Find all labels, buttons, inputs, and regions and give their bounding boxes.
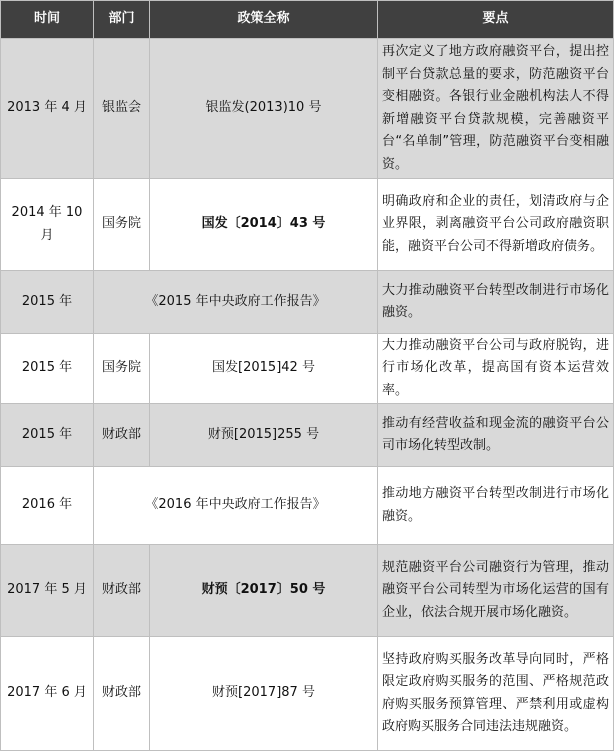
table-row (1, 334, 614, 404)
cell-policy: 《2016 年中央政府工作报告》 (94, 467, 378, 545)
cell-points: 推动地方融资平台转型改制进行市场化融资。 (378, 467, 614, 545)
cell-policy: 国发〔2014〕43 号 (150, 179, 378, 271)
header-dept: 部门 (94, 1, 150, 39)
cell-time: 2013 年 4 月 (1, 39, 94, 179)
cell-points: 再次定义了地方政府融资平台，提出控制平台贷款总量的要求，防范融资平台变相融资。各银行业金融机构法人不得新增融资平台贷款规模，完善融资平台“名单制”管理，防范融资平台变相融资。 (378, 39, 614, 179)
cell-time: 2015 年 (1, 271, 94, 334)
table-row (1, 404, 614, 467)
cell-policy: 财预[2015]255 号 (150, 404, 378, 467)
cell-dept: 财政部 (94, 637, 150, 751)
cell-points: 规范融资平台公司融资行为管理，推动融资平台公司转型为市场化运营的国有企业，依法合规开展市场化融资。 (378, 545, 614, 637)
table-row (1, 39, 614, 179)
cell-dept: 银监会 (94, 39, 150, 179)
cell-dept: 财政部 (94, 545, 150, 637)
cell-policy: 银监发(2013)10 号 (150, 39, 378, 179)
cell-time: 2014 年 10 月 (1, 179, 94, 271)
table-row (1, 467, 614, 545)
cell-points: 大力推动融资平台转型改制进行市场化融资。 (378, 271, 614, 334)
header-points: 要点 (378, 1, 614, 39)
cell-dept: 国务院 (94, 334, 150, 404)
cell-time: 2015 年 (1, 404, 94, 467)
cell-policy: 《2015 年中央政府工作报告》 (94, 271, 378, 334)
cell-points: 明确政府和企业的责任，划清政府与企业界限，剥离融资平台公司政府融资职能，融资平台公司不得新增政府债务。 (378, 179, 614, 271)
cell-dept: 国务院 (94, 179, 150, 271)
cell-time: 2016 年 (1, 467, 94, 545)
cell-time: 2017 年 6 月 (1, 637, 94, 751)
cell-policy: 国发[2015]42 号 (150, 334, 378, 404)
cell-time: 2017 年 5 月 (1, 545, 94, 637)
cell-time: 2015 年 (1, 334, 94, 404)
header-time: 时间 (1, 1, 94, 39)
table-row (1, 545, 614, 637)
table-header-row (1, 1, 614, 39)
table-row (1, 271, 614, 334)
cell-policy: 财预[2017]87 号 (150, 637, 378, 751)
cell-points: 推动有经营收益和现金流的融资平台公司市场化转型改制。 (378, 404, 614, 467)
cell-policy: 财预〔2017〕50 号 (150, 545, 378, 637)
header-policy: 政策全称 (150, 1, 378, 39)
cell-points: 坚持政府购买服务改革导向同时，严格限定政府购买服务的范围、严格规范政府购买服务预算管理、严禁利用或虚构政府购买服务合同违法违规融资。 (378, 637, 614, 751)
cell-dept: 财政部 (94, 404, 150, 467)
cell-points: 大力推动融资平台公司与政府脱钩，进行市场化改革，提高国有资本运营效率。 (378, 334, 614, 404)
table-row (1, 179, 614, 271)
table-row (1, 637, 614, 751)
